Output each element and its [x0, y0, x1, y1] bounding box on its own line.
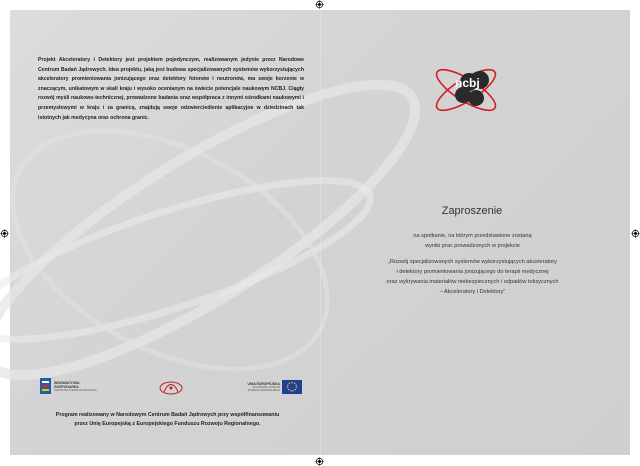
eu-fund-label: EUROPEJSKI FUNDUSZ — [252, 386, 280, 389]
cofinancing-line-2: przez Unię Europejską z Europejskiego Funduszu Rozwoju Regionalnego. — [74, 421, 261, 427]
invitation-line-3: „Rozwój specjalizowanych systemów wykorzystujących akceleratory — [388, 259, 557, 265]
project-description: Projekt Akceleratory i Detektory jest projektem pojedynczym, realizowanym jedynie przez Narodowe Centrum Badań Jądrowych. Idea projektu, jaką jest budowa specjalizowanych systemów wykorzystujących akceleratory promieniowania jonizującego oraz detektory fotonów i neutronów, ma swoje korzenie w znaczącym, unikatowym w skali kraju i wysoko ocenianym na świecie potencjale naukowym NCBJ. Ciągły rozwój myśli naukowo-technicznej, prowadzone badania oraz współpraca z innymi ośrodkami naukowymi i przemysłowymi w kraju i za granicą, znajdują swoje odzwierciedlenie aplikacyjne w dziedzinach tak istotnych jak medycyna oraz ochrona granic. — [38, 57, 304, 121]
registration-mark-top — [315, 0, 324, 9]
cofinancing-note — [30, 411, 305, 429]
strategia-label: NARODOWA STRATEGIA SPÓJNOŚCI — [54, 389, 97, 392]
cofinancing-line-1: Program realizowany w Narodowym Centrum Badań Jądrowych przy współfinansowaniu — [55, 412, 280, 418]
gospodarka-label: GOSPODARKA — [54, 385, 79, 389]
ncbj-logo-text: ncbj — [455, 76, 480, 90]
innowacyjna-flag-icon — [40, 378, 54, 394]
invitation-line-6: – Akceleratory i Detektory” — [439, 289, 506, 295]
ncbj-logo — [428, 60, 506, 120]
registration-mark-bottom — [315, 457, 324, 466]
eu-regional-label: ROZWOJU REGIONALNEGO — [247, 389, 280, 392]
innowacyjna-label: INNOWACYJNA — [54, 381, 80, 385]
invitation-line-1: na spotkanie, na którym przedstawione zostaną — [413, 233, 532, 239]
registration-mark-left — [0, 229, 9, 238]
invitation-title: Zaproszenie — [441, 205, 503, 217]
invitation-line-2: wyniki prac prowadzonych w projekcie — [425, 243, 520, 249]
invitation-line-4: i detektory promieniowania jonizującego do terapii medycznej — [396, 269, 549, 275]
eu-flag-icon — [282, 380, 302, 394]
registration-mark-right — [631, 229, 640, 238]
eu-label: UNIA EUROPEJSKA — [247, 382, 280, 386]
ad-project-emblem — [158, 380, 184, 396]
invitation-line-5: oraz wykrywania materiałów niebezpiecznych i odpadów toksycznych — [386, 279, 559, 285]
